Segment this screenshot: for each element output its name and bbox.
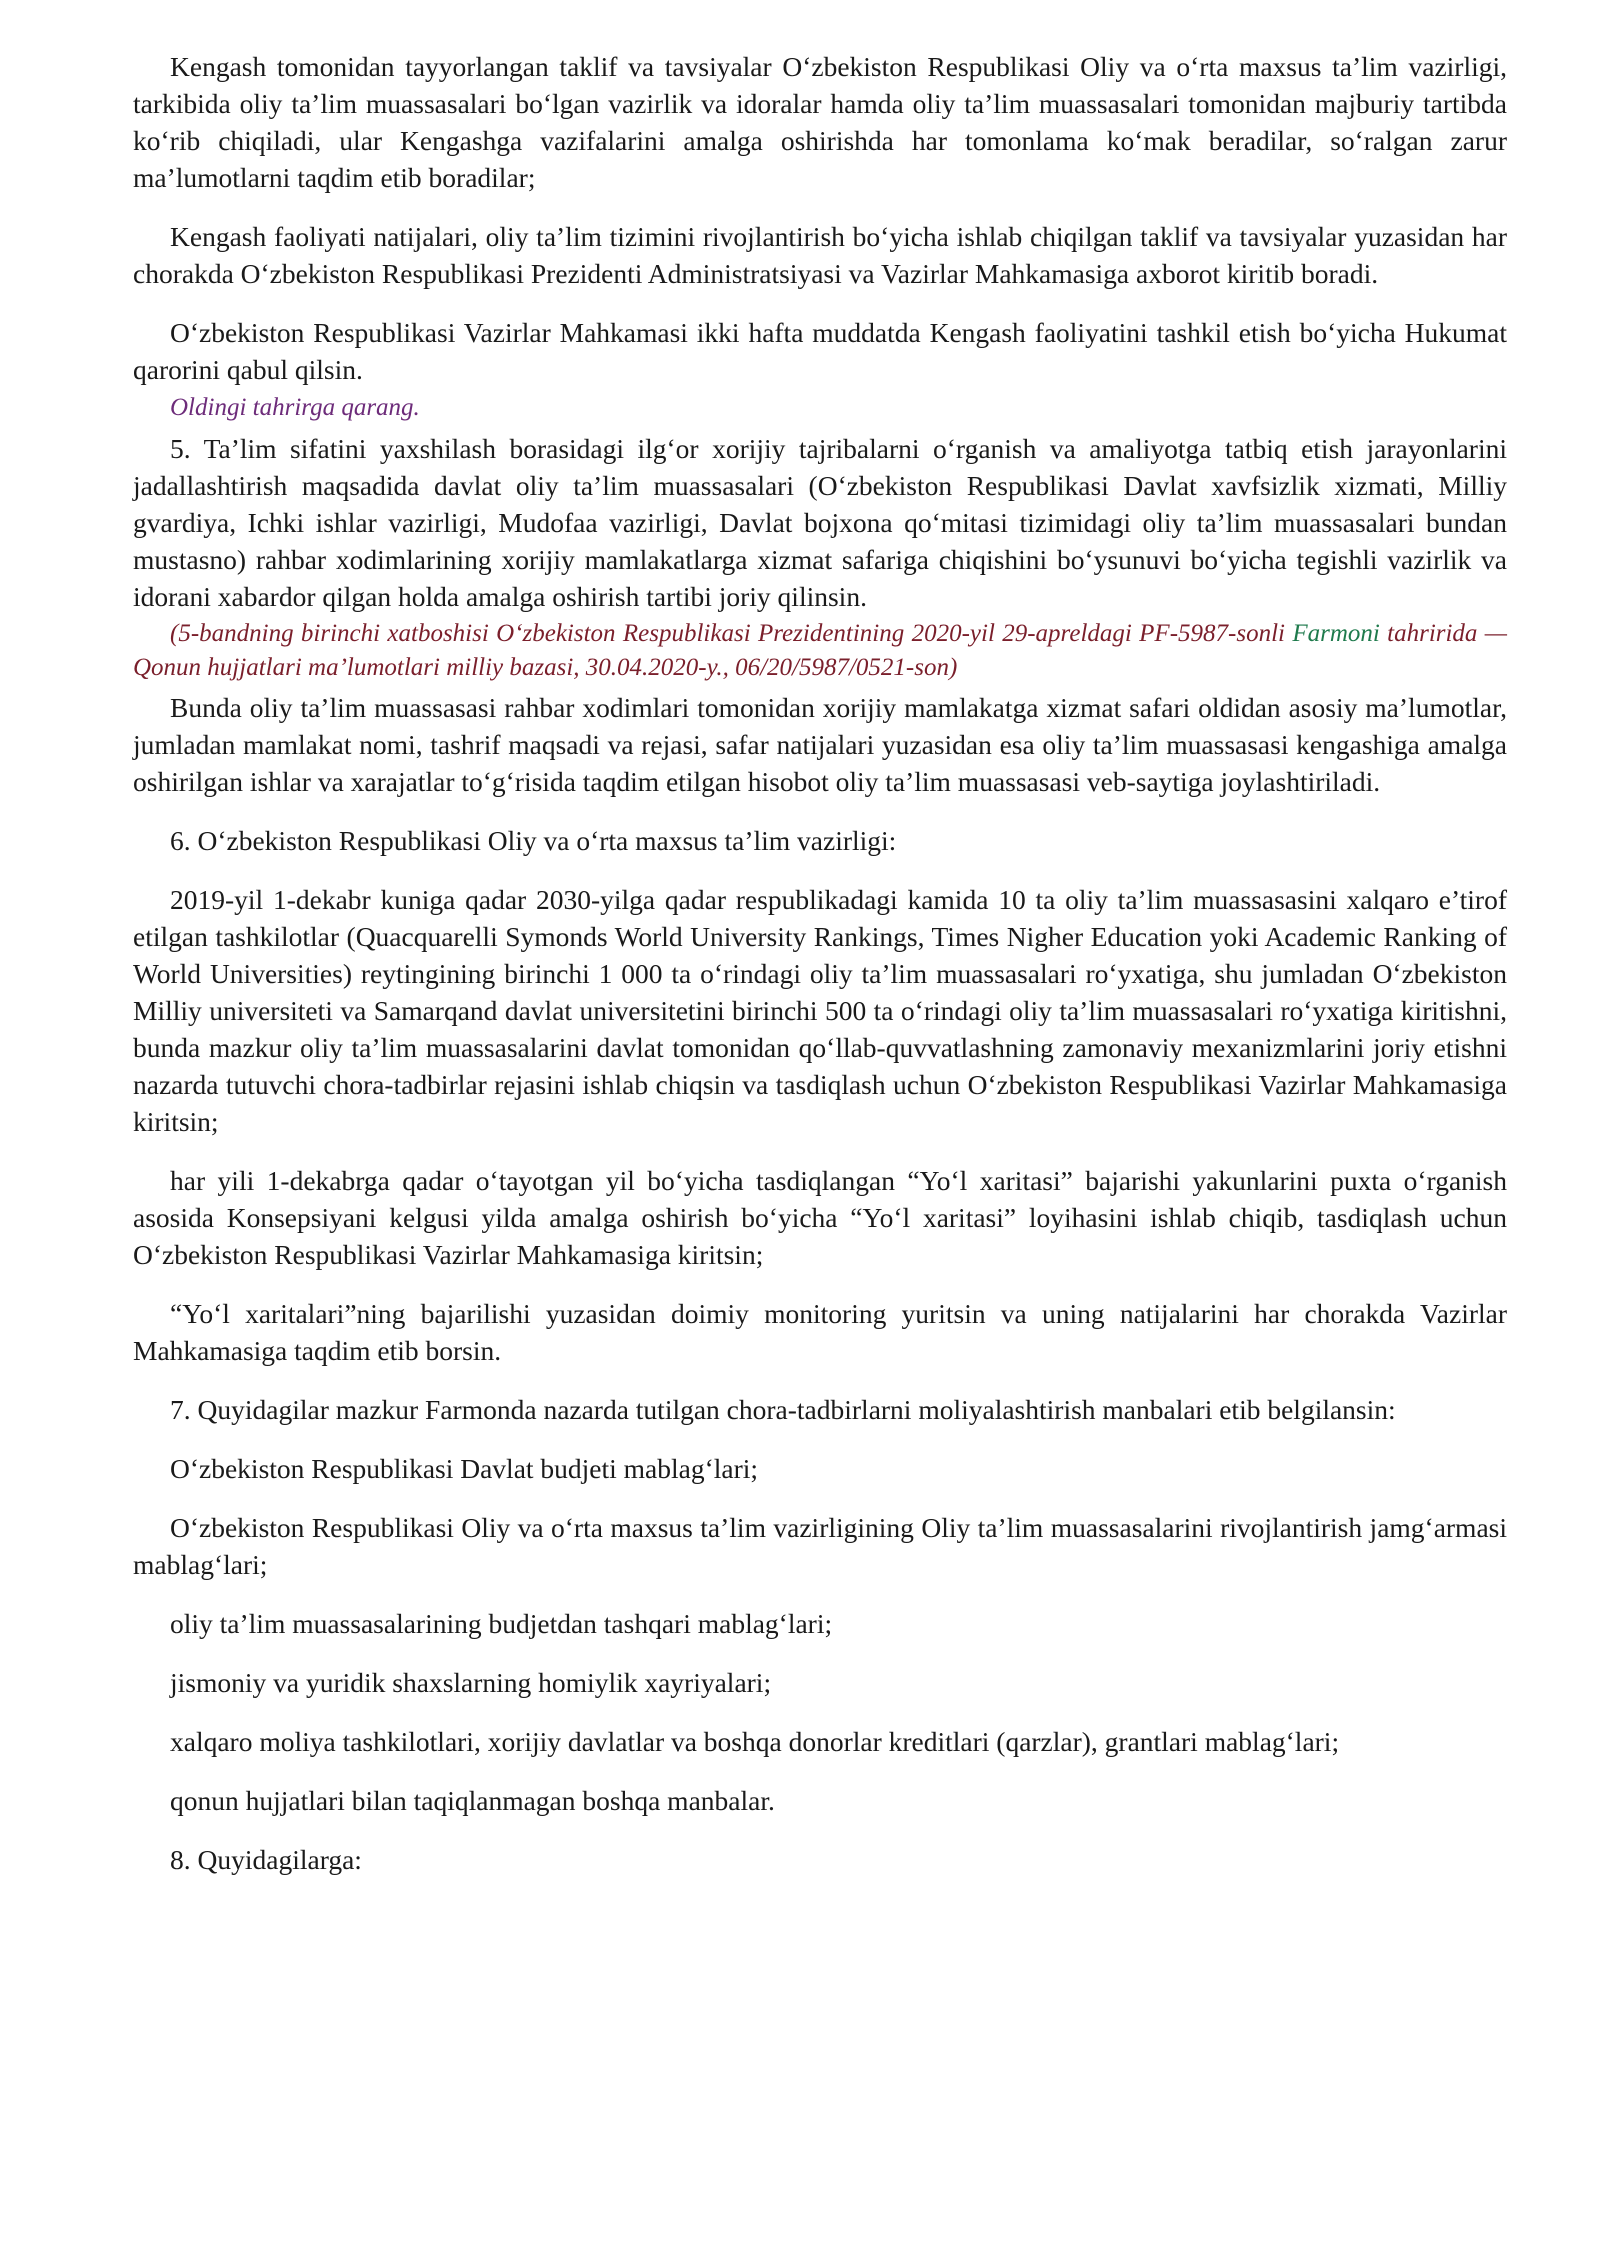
edition-note <box>133 617 1507 685</box>
paragraph-university-rankings: 2019-yil 1-dekabr kuniga qadar 2030-yilga qadar respublikadagi kamida 10 ta oliy ta’lim muassasasini xalqaro e’tirof etilgan tashkilotlar (Quacquarelli Symonds World University Rankings, Times Nigher Education yoki Academic Ranking of World Universities) reytingining birinchi 1 000 ta o‘rindagi oliy ta’lim muassasalari ro‘yxatiga, shu jumladan O‘zbekiston Milliy universiteti va Samarqand davlat universitetini birinchi 500 ta o‘rindagi oliy ta’lim muassasalari ro‘yxatiga kiritishni, bunda mazkur oliy ta’lim muassasalarini davlat tomonidan qo‘llab-quvvatlashning zamonaviy mexanizmlarini joriy etishni nazarda tutuvchi chora-tadbirlar rejasini ishlab chiqsin va tasdiqlash uchun O‘zbekiston Respublikasi Vazirlar Mahkamasiga kiritsin; <box>133 884 1507 1137</box>
paragraph-other-sources: qonun hujjatlari bilan taqiqlanmagan boshqa manbalar. <box>170 1785 775 1816</box>
paragraph-cabinet-resolution: O‘zbekiston Respublikasi Vazirlar Mahkamasi ikki hafta muddatda Kengash faoliyatini tashkil etish bo‘yicha Hukumat qarorini qabul qilsin. <box>133 317 1507 385</box>
decree-link[interactable]: Farmoni <box>1292 620 1380 647</box>
document-page <box>133 48 1507 1900</box>
paragraph-international-credits: xalqaro moliya tashkilotlari, xorijiy davlatlar va boshqa donorlar kreditlari (qarzlar), grantlari mablag‘lari; <box>170 1726 1340 1757</box>
paragraph-report-publication: Bunda oliy ta’lim muassasasi rahbar xodimlari tomonidan xorijiy mamlakatga xizmat safari oldidan asosiy ma’lumotlar, jumladan mamlakat nomi, tashrif maqsadi va rejasi, safar natijalari yuzasidan esa oliy ta’lim muassasasi kengashiga amalga oshirilgan ishlar va xarajatlar to‘g‘risida taqdim etilgan hisobot oliy ta’lim muassasasi veb-saytiga joylashtiriladi. <box>133 692 1507 797</box>
paragraph-extra-budget: oliy ta’lim muassasalarining budjetdan tashqari mablag‘lari; <box>170 1608 833 1639</box>
paragraph-sponsorship: jismoniy va yuridik shaxslarning homiylik xayriyalari; <box>170 1667 772 1698</box>
paragraph-council-recommendations: Kengash tomonidan tayyorlangan taklif va tavsiyalar O‘zbekiston Respublikasi Oliy va o‘rta maxsus ta’lim vazirligi, tarkibida oliy ta’lim muassasalari bo‘lgan vazirlik va idoralar hamda oliy ta’lim muassasalari tomonidan majburiy tartibda ko‘rib chiqiladi, ular Kengashga vazifalarini amalga oshirishda har tomonlama ko‘mak beradilar, so‘ralgan zarur ma’lumotlarni taqdim etib boradilar; <box>133 51 1507 193</box>
paragraph-state-budget: O‘zbekiston Respublikasi Davlat budjeti mablag‘lari; <box>170 1453 759 1484</box>
paragraph-item-5: 5. Ta’lim sifatini yaxshilash borasidagi ilg‘or xorijiy tajribalarni o‘rganish va amaliyotga tatbiq etish jarayonlarini jadallashtirish maqsadida davlat oliy ta’lim muassasalari (O‘zbekiston Respublikasi Davlat xavfsizlik xizmati, Milliy gvardiya, Ichki ishlar vazirligi, Mudofaa vazirligi, Davlat bojxona qo‘mitasi tizimidagi oliy ta’lim muassasalari bundan mustasno) rahbar xodimlarining xorijiy mamlakatlarga xizmat safariga chiqishini bo‘ysunuvi bo‘yicha tegishli vazirlik va idorani xabardor qilgan holda amalga oshirish tartibi joriy qilinsin. <box>133 433 1507 612</box>
paragraph-council-reporting: Kengash faoliyati natijalari, oliy ta’lim tizimini rivojlantirish bo‘yicha ishlab chiqilgan taklif va tavsiyalar yuzasidan har chorakda O‘zbekiston Respublikasi Prezidenti Administratsiyasi va Vazirlar Mahkamasiga axborot kiritib boradi. <box>133 221 1507 289</box>
previous-edition-link[interactable]: Oldingi tahrirga qarang. <box>170 394 420 421</box>
paragraph-item-6: 6. O‘zbekiston Respublikasi Oliy va o‘rta maxsus ta’lim vazirligi: <box>170 825 897 856</box>
paragraph-development-fund: O‘zbekiston Respublikasi Oliy va o‘rta maxsus ta’lim vazirligining Oliy ta’lim muassasalarini rivojlantirish jamg‘armasi mablag‘lari; <box>133 1512 1507 1580</box>
paragraph-roadmap-annual: har yili 1-dekabrga qadar o‘tayotgan yil bo‘yicha tasdiqlangan “Yo‘l xaritasi” bajarishi yakunlarini puxta o‘rganish asosida Konsepsiyani kelgusi yilda amalga oshirish bo‘yicha “Yo‘l xaritasi” loyihasini ishlab chiqib, tasdiqlash uchun O‘zbekiston Respublikasi Vazirlar Mahkamasiga kiritsin; <box>133 1165 1507 1270</box>
paragraph-roadmap-monitoring: “Yo‘l xaritalari”ning bajarilishi yuzasidan doimiy monitoring yuritsin va uning natijalarini har chorakda Vazirlar Mahkamasiga taqdim etib borsin. <box>133 1298 1507 1366</box>
edition-note-before: (5-bandning birinchi xatboshisi O‘zbekiston Respublikasi Prezidentining 2020-yil 29-apreldagi PF-5987-sonli <box>170 620 1293 647</box>
paragraph-item-7: 7. Quyidagilar mazkur Farmonda nazarda tutilgan chora-tadbirlarni moliyalashtirish manbalari etib belgilansin: <box>170 1394 1396 1425</box>
edition-note-after: tahririda — Qonun hujjatlari ma’lumotlari milliy bazasi, 30.04.2020-y., 06/20/5987/0521-son) <box>133 620 1507 681</box>
paragraph-item-8: 8. Quyidagilarga: <box>170 1844 362 1875</box>
